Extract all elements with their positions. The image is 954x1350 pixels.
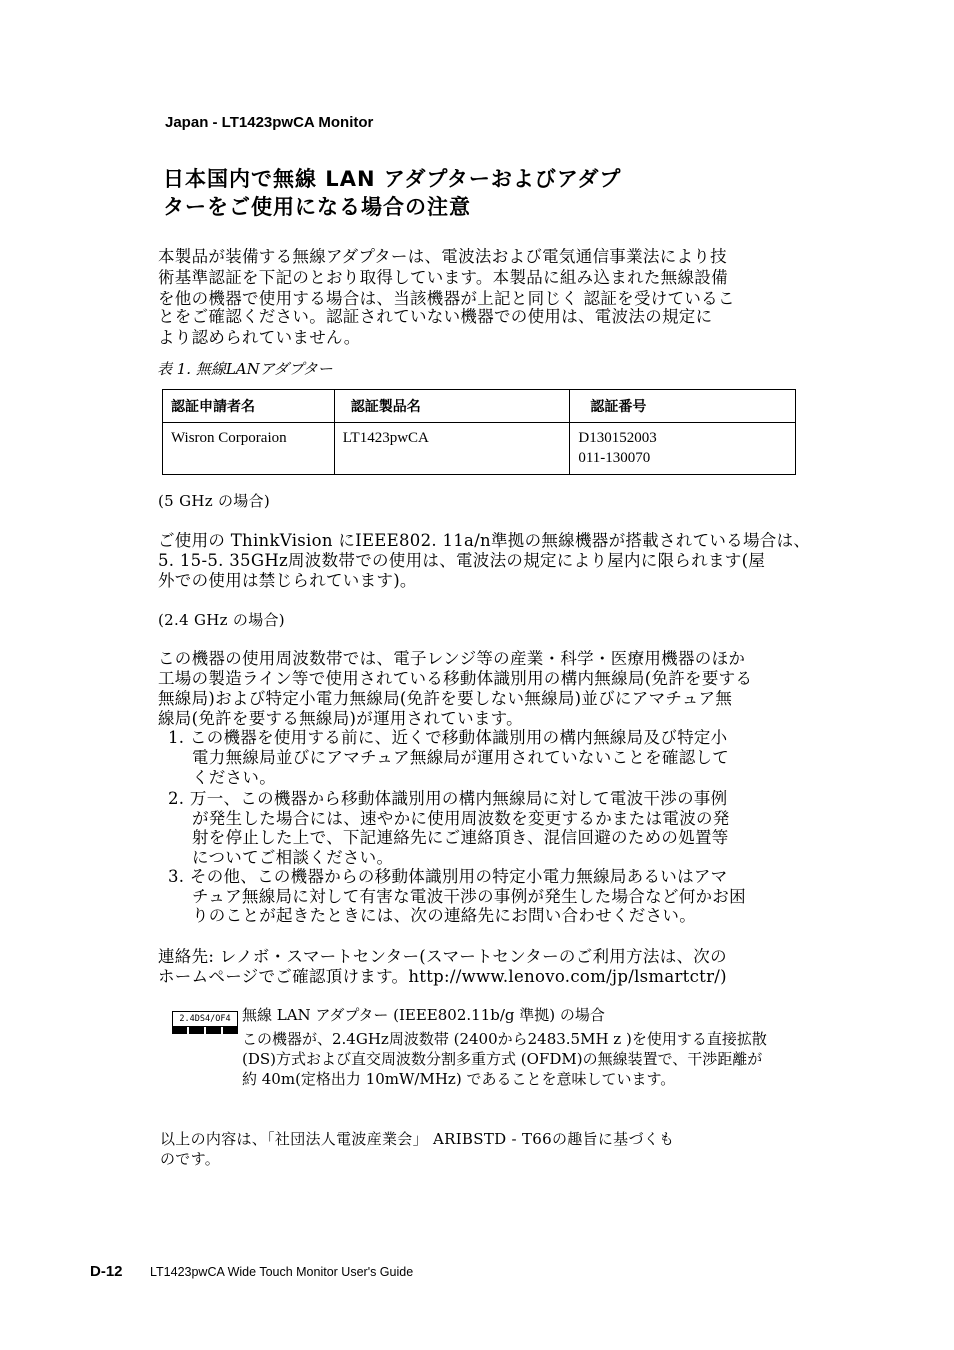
contact-line: ホームページでご確認頂けます。http://www.lenovo.com/jp/lsmartctr/) <box>158 967 727 986</box>
list-item-line: についてご相談ください。 <box>192 848 394 867</box>
line-24ghz: この機器の使用周波数帯では、電子レンジ等の産業・科学・医療用機器のほか <box>158 649 746 668</box>
wireless-spec-badge-icon <box>172 1011 238 1035</box>
list-item-line: 電力無線局並びにアマチュア無線局が運用されていないことを確認して <box>192 748 730 767</box>
heading-5ghz: (5 GHz の場合) <box>158 492 271 510</box>
closing-line: のです。 <box>160 1150 221 1168</box>
list-item-line: ください。 <box>192 768 276 787</box>
header-product: 認証製品名 <box>334 390 570 423</box>
page-title-line-1: 日本国内で無線 LAN アダプターおよびアダプ <box>163 167 622 191</box>
line-24ghz: 無線局)および特定小電力無線局(免許を要しない無線局)並びにアマチュア無 <box>158 689 733 708</box>
page-title-line-2: ターをご使用になる場合の注意 <box>163 195 471 219</box>
cell-product: LT1423pwCA <box>334 423 570 475</box>
list-item-line: 射を停止した上で、下記連絡先にご連絡頂き、混信回避のための処置等 <box>192 828 729 847</box>
wireless-line: 約 40m(定格出力 10mW/MHz) であることを意味しています。 <box>242 1070 676 1088</box>
table-header-row <box>163 390 796 423</box>
list-item-line: 2. 万一、この機器から移動体識別用の構内無線局に対して電波干渉の事例 <box>168 789 728 808</box>
intro-line: 術基準認証を下記のとおり取得しています。本製品に組み込まれた無線設備 <box>158 268 728 287</box>
list-item-line: が発生した場合には、速やかに使用周波数を変更するかまたは電波の発 <box>192 809 730 828</box>
header-applicant: 認証申請者名 <box>163 390 335 423</box>
list-item-line: 3. その他、この機器からの移動体識別用の特定小電力無線局あるいはアマ <box>168 867 728 886</box>
cert-number-line-2: 011-130070 <box>578 450 651 466</box>
wireless-line: この機器が、2.4GHz周波数帯 (2400から2483.5MH z )を使用する直接拡散 <box>242 1030 767 1048</box>
line-5ghz: 外での使用は禁じられています)。 <box>158 571 417 590</box>
list-item-line: 1. この機器を使用する前に、近くで移動体識別用の構内無線局及び特定小 <box>168 728 728 747</box>
intro-line: とをご確認ください。認証されていない機器での使用は、電波法の規定に <box>158 307 713 326</box>
page-number: D-12 <box>90 1263 123 1280</box>
intro-line: を他の機器で使用する場合は、当該機器が上記と同じく 認証を受けているこ <box>158 289 735 308</box>
badge-label: 2.4DS4/OF4 <box>172 1011 238 1027</box>
intro-line: 本製品が装備する無線アダプターは、電波法および電気通信事業法により技 <box>158 247 727 266</box>
badge-bars <box>172 1027 238 1034</box>
line-24ghz: 工場の製造ライン等で使用されている移動体識別用の構内無線局(免許を要する <box>158 669 753 688</box>
line-24ghz: 線局(免許を要する無線局)が運用されています。 <box>158 709 523 728</box>
closing-line: 以上の内容は、「社団法人電波産業会」 ARIBSTD - T66の趣旨に基づくも <box>160 1130 675 1148</box>
intro-line: より認められていません。 <box>158 328 361 347</box>
heading-24ghz: (2.4 GHz の場合) <box>158 611 285 629</box>
footer-guide-title: LT1423pwCA Wide Touch Monitor User's Guide <box>150 1265 414 1279</box>
table-caption: 表 1. 無線LANアダプター <box>157 360 333 378</box>
cell-cert-number <box>570 423 796 475</box>
cell-applicant: Wisron Corporaion <box>163 423 335 475</box>
header-cert-number: 認証番号 <box>570 390 796 423</box>
list-item-line: りのことが起きたときには、次の連絡先にお問い合わせください。 <box>192 906 696 925</box>
wireless-heading: 無線 LAN アダプター (IEEE802.11b/g 準拠) の場合 <box>242 1006 605 1024</box>
contact-line: 連絡先: レノボ・スマートセンター(スマートセンターのご利用方法は、次の <box>158 947 727 966</box>
list-item-line: チュア無線局に対して有害な電波干渉の事例が発生した場合など何かお困 <box>192 887 746 906</box>
certification-table <box>162 389 796 475</box>
line-5ghz: 5. 15-5. 35GHz周波数帯での使用は、電波法の規定により屋内に限られます(屋 <box>158 551 766 570</box>
line-5ghz: ご使用の ThinkVision にIEEE802. 11a/n準拠の無線機器が搭載されている場合は、 <box>158 531 811 550</box>
page-header: Japan ‐ LT1423pwCA Monitor <box>165 114 374 131</box>
wireless-line: (DS)方式および直交周波数分割多重方式 (OFDM)の無線装置で、干渉距離が <box>242 1050 763 1068</box>
cert-number-line-1: D130152003 <box>578 430 657 446</box>
table-row <box>163 423 796 475</box>
